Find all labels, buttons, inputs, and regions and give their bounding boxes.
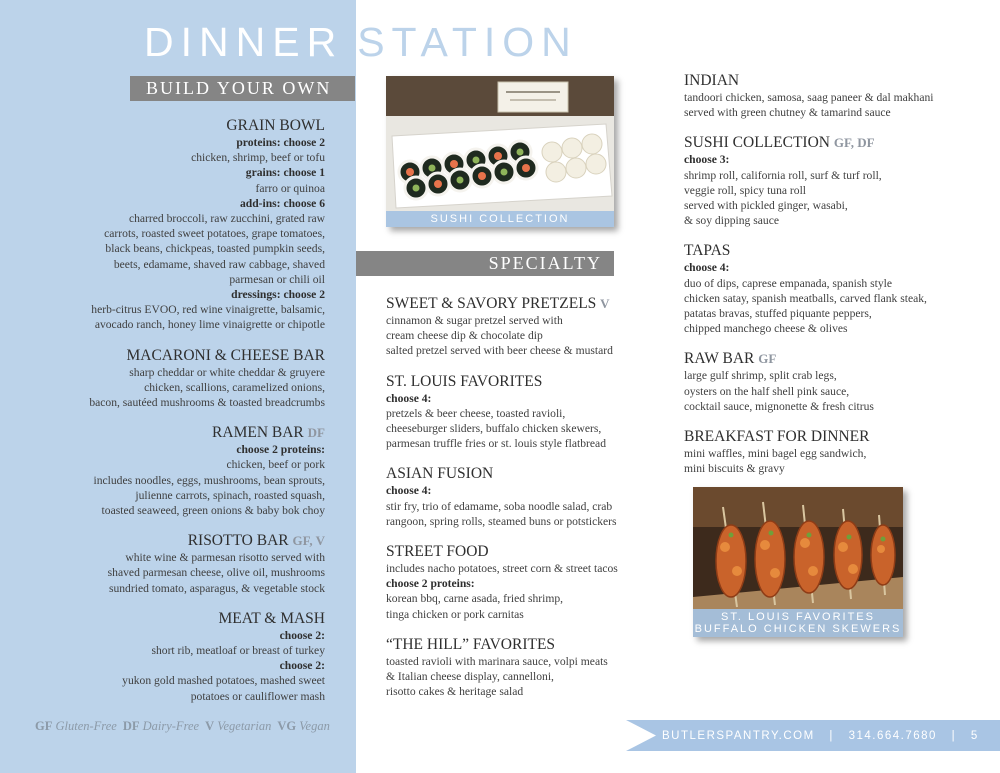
item-text: farro or quinoa — [255, 181, 325, 195]
section-title — [684, 241, 984, 260]
sushi-image — [386, 76, 614, 227]
section-title-text: ST. LOUIS FAVORITES — [386, 372, 543, 390]
item-text: beets, edamame, shaved raw cabbage, shaved — [113, 257, 325, 271]
sushi-photo-caption: SUSHI COLLECTION — [386, 211, 614, 227]
item-text: stir fry, trio of edamame, soba noodle salad, crab — [386, 499, 613, 513]
menu-section — [25, 609, 325, 704]
menu-section — [684, 133, 984, 228]
page-title — [144, 16, 578, 68]
build-your-own-column — [25, 116, 325, 717]
choice-label: choose 2: — [279, 659, 325, 673]
choice-label: choose 4: — [386, 484, 432, 498]
item-text: short rib, meatloaf or breast of turkey — [151, 644, 325, 658]
item-text: charred broccoli, raw zucchini, grated raw — [128, 212, 325, 226]
item-text: mini biscuits & gravy — [684, 462, 785, 476]
choice-label: choose 3: — [684, 153, 730, 167]
diet-legend — [35, 719, 336, 734]
item-text: served with green chutney & tamarind sauce — [684, 106, 891, 120]
item-text: white wine & parmesan risotto served with — [125, 551, 325, 565]
section-title — [386, 372, 666, 391]
footer-separator-1: | — [829, 730, 834, 742]
item-text: toasted seaweed, green onions & baby bok choy — [101, 504, 325, 518]
specialty-banner: SPECIALTY — [356, 251, 614, 276]
section-title-text: BREAKFAST FOR DINNER — [684, 428, 870, 446]
item-text: shaved parmesan cheese, olive oil, mushrooms — [107, 566, 325, 580]
skewers-photo — [693, 487, 903, 637]
legend-desc: Gluten-Free — [55, 719, 117, 733]
diet-tag: V — [600, 296, 610, 311]
item-text: cinnamon & sugar pretzel served with — [386, 314, 563, 327]
sushi-photo — [386, 76, 614, 227]
choice-label: proteins: choose 2 — [236, 136, 325, 149]
item-text: chicken, scallions, caramelized onions, — [144, 380, 325, 394]
section-title — [25, 346, 325, 365]
diet-tag: DF — [307, 425, 325, 441]
specialty-column — [386, 294, 666, 712]
footer-separator-2: | — [951, 730, 957, 742]
menu-section — [386, 464, 666, 529]
menu-section — [25, 531, 325, 596]
item-text: duo of dips, caprese empanada, spanish style — [684, 276, 892, 290]
item-text: toasted ravioli with marinara sauce, volpi meats — [386, 654, 608, 668]
menu-section — [386, 635, 666, 700]
section-title-text: TAPAS — [684, 242, 731, 260]
item-text: tandoori chicken, samosa, saag paneer & dal makhani — [684, 91, 934, 104]
section-title — [386, 542, 666, 561]
section-title — [386, 294, 666, 313]
menu-section — [386, 542, 666, 622]
item-text: cream cheese dip & chocolate dip — [386, 329, 543, 343]
section-title — [25, 531, 325, 550]
section-title-text: SWEET & SAVORY PRETZELS — [386, 295, 597, 312]
section-title-text: RISOTTO BAR — [187, 532, 289, 550]
legend-abbr: DF — [122, 719, 140, 733]
choice-label: choose 4: — [684, 261, 730, 275]
item-text: patatas bravas, stuffed piquante peppers, — [684, 307, 872, 321]
item-text: & soy dipping sauce — [684, 214, 779, 228]
title-word-dinner: DINNER — [144, 19, 344, 65]
item-text: chipped manchego cheese & olives — [684, 322, 848, 336]
section-title-text: MEAT & MASH — [218, 609, 325, 627]
item-text: includes nacho potatoes, street corn & street tacos — [386, 562, 618, 576]
menu-section — [25, 116, 325, 333]
item-text: chicken, beef or pork — [226, 458, 325, 472]
section-title — [386, 635, 666, 654]
legend-desc: Vegan — [299, 719, 330, 733]
menu-section — [386, 372, 666, 452]
legend-abbr: VG — [277, 719, 297, 733]
menu-section — [684, 71, 984, 120]
choice-label: choose 2 proteins: — [386, 577, 475, 591]
section-title-text: RAMEN BAR — [212, 424, 304, 442]
title-word-station: STATION — [357, 19, 578, 65]
build-your-own-banner: BUILD YOUR OWN — [130, 76, 355, 101]
section-title-text: SUSHI COLLECTION — [684, 134, 830, 152]
menu-section — [684, 427, 984, 476]
section-title-text: STREET FOOD — [386, 543, 489, 561]
menu-section — [25, 423, 325, 518]
footer-contact — [662, 728, 1000, 744]
section-title — [684, 427, 984, 446]
section-title-text: “THE HILL” FAVORITES — [386, 635, 556, 653]
item-text: korean bbq, carne asada, fried shrimp, — [386, 592, 564, 606]
item-text: julienne carrots, spinach, roasted squash, — [135, 488, 325, 502]
menu-section — [684, 241, 984, 336]
diet-tag: GF, DF — [833, 135, 875, 151]
choice-label: choose 2 proteins: — [236, 443, 325, 457]
section-title-text: GRAIN BOWL — [226, 117, 325, 134]
menu-section — [25, 346, 325, 411]
item-text: yukon gold mashed potatoes, mashed sweet — [122, 674, 325, 688]
item-text: sundried tomato, asparagus, & vegetable stock — [108, 581, 325, 595]
item-text: carrots, roasted sweet potatoes, grape tomatoes, — [104, 227, 325, 241]
legend-desc: Dairy-Free — [142, 719, 200, 733]
choice-label: choose 4: — [386, 391, 432, 405]
item-text: veggie roll, spicy tuna roll — [684, 183, 807, 197]
item-text: includes noodles, eggs, mushrooms, bean sprouts, — [93, 473, 325, 487]
item-text: large gulf shrimp, split crab legs, — [684, 369, 837, 383]
choice-label: choose 2: — [279, 628, 325, 642]
footer-page-number: 5 — [970, 730, 979, 742]
item-text: potatoes or cauliflower mash — [190, 689, 325, 703]
section-title-text: ASIAN FUSION — [386, 465, 494, 483]
item-text: cocktail sauce, mignonette & fresh citrus — [684, 399, 874, 413]
footer-website[interactable]: BUTLERSPANTRY.COM — [662, 730, 815, 742]
section-title-text: MACARONI & CHEESE BAR — [126, 346, 325, 364]
choice-label: add-ins: choose 6 — [239, 196, 325, 210]
section-title — [25, 116, 325, 135]
item-text: oysters on the half shell pink sauce, — [684, 384, 850, 398]
section-title — [684, 349, 984, 368]
skewers-caption-line2: BUFFALO CHICKEN SKEWERS — [694, 623, 902, 635]
item-text: bacon, sautéed mushrooms & toasted breadcrumbs — [89, 396, 325, 410]
choice-label: grains: choose 1 — [245, 166, 325, 180]
item-text: black beans, chickpeas, toasted pumpkin seeds, — [105, 242, 325, 256]
item-text: salted pretzel served with beer cheese & mustard — [386, 344, 613, 358]
right-column — [684, 71, 984, 489]
item-text: shrimp roll, california roll, surf & turf roll, — [684, 168, 882, 182]
item-text: rangoon, spring rolls, steamed buns or potstickers — [386, 514, 617, 528]
item-text: risotto cakes & heritage salad — [386, 685, 524, 699]
skewers-photo-caption — [693, 609, 903, 637]
item-text: tinga chicken or pork carnitas — [386, 607, 524, 621]
item-text: served with pickled ginger, wasabi, — [684, 199, 848, 213]
item-text: parmesan truffle fries or st. louis style flatbread — [386, 437, 606, 451]
item-text: chicken satay, spanish meatballs, carved flank steak, — [684, 291, 927, 305]
section-title-text: RAW BAR — [684, 350, 755, 368]
section-title — [25, 609, 325, 628]
section-title — [684, 133, 984, 152]
item-text: avocado ranch, honey lime vinaigrette or chipotle — [94, 318, 325, 332]
section-title — [386, 464, 666, 483]
item-text: pretzels & beer cheese, toasted ravioli, — [386, 406, 566, 420]
item-text: parmesan or chili oil — [229, 272, 325, 286]
choice-label: dressings: choose 2 — [231, 288, 325, 302]
skewers-caption-line1: ST. LOUIS FAVORITES — [721, 611, 875, 623]
item-text: herb-citrus EVOO, red wine vinaigrette, balsamic, — [91, 303, 325, 317]
legend-desc: Vegetarian — [217, 719, 272, 733]
section-title-text: INDIAN — [684, 72, 740, 89]
section-title — [684, 71, 984, 90]
section-title — [25, 423, 325, 442]
legend-abbr: V — [205, 719, 215, 733]
item-text: & Italian cheese display, cannelloni, — [386, 670, 554, 684]
footer-phone[interactable]: 314.664.7680 — [848, 730, 937, 742]
diet-tag: GF, V — [292, 533, 325, 549]
legend-abbr: GF — [35, 719, 53, 733]
menu-section — [684, 349, 984, 414]
menu-section — [386, 294, 666, 359]
item-text: sharp cheddar or white cheddar & gruyere — [129, 365, 325, 379]
item-text: chicken, shrimp, beef or tofu — [191, 151, 325, 165]
item-text: mini waffles, mini bagel egg sandwich, — [684, 447, 867, 461]
item-text: cheeseburger sliders, buffalo chicken skewers, — [386, 422, 602, 436]
diet-tag: GF — [758, 351, 777, 367]
